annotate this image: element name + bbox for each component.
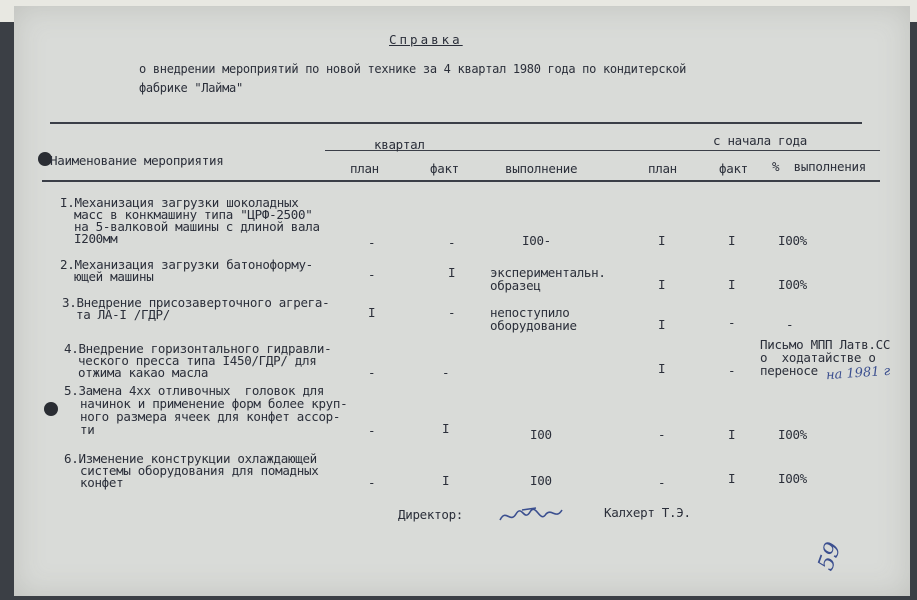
document-subtitle-line1: о внедрении мероприятий по новой технике за 4 квартал 1980 года по кондитерской (139, 62, 687, 76)
row-name-line: ного размера ячеек для конфет ассор- (80, 409, 341, 424)
row-name-line: ческого пресса типа I450/ГДР/ для (78, 353, 317, 368)
cell-fact-year: I (728, 233, 736, 248)
cell-fact-year: - (728, 315, 736, 330)
cell-exec: I00 (530, 473, 552, 488)
cell-fact: - (442, 365, 450, 380)
cell-plan-year: I (658, 277, 666, 292)
cell-plan-year: I (658, 361, 666, 376)
cell-plan: - (368, 423, 376, 438)
cell-fact-year: - (728, 363, 736, 378)
cell-plan: - (368, 365, 376, 380)
cell-plan-year: I (658, 317, 666, 332)
cell-plan-year: - (658, 475, 666, 490)
row-name-line: на 5-валковой машины с длиной вала (74, 219, 320, 234)
cell-fact: I (442, 473, 450, 488)
column-header-fact: факт (430, 161, 459, 176)
column-header-name: Наименование мероприятия (50, 153, 224, 168)
cell-percent: Письмо МПП Латв.СС о ходатайстве о переносе (760, 337, 891, 378)
group-header-quarter: квартал (374, 137, 425, 152)
row-name-line: начинок и применение форм более круп- (80, 396, 348, 411)
cell-fact-year: I (728, 471, 736, 486)
cell-percent: I00% (778, 233, 807, 248)
cell-exec: I00- (522, 233, 551, 248)
cell-fact: - (448, 235, 456, 250)
punch-hole-bottom (44, 402, 58, 416)
column-header-plan: план (350, 161, 379, 176)
director-signature (496, 502, 568, 528)
cell-exec: непоступило оборудование (490, 305, 577, 333)
cell-percent: I00% (778, 277, 807, 292)
column-header-percent: % выполнения (772, 159, 866, 174)
cell-percent: I00% (778, 471, 807, 486)
column-header-fact-year: факт (719, 161, 748, 176)
director-name: Калхерт Т.Э. (604, 505, 691, 520)
row-name-line: масс в конкмашину типа "ЦРФ-2500" (74, 207, 313, 222)
cell-plan: - (368, 475, 376, 490)
handwritten-page-number: 59 (813, 539, 847, 574)
table-top-rule (50, 122, 862, 124)
row-name-line: 3.Внедрение присозаверточного агрега- (62, 295, 330, 310)
table-header-rule (42, 180, 880, 182)
cell-plan: - (368, 267, 376, 282)
handwritten-note: на 1981 г (825, 363, 891, 384)
row-name-line: 5.Замена 4хх отливочных головок для (64, 383, 325, 398)
cell-exec: I00 (530, 427, 552, 442)
group-header-year: с начала года (713, 133, 807, 148)
row-name-line: 6.Изменение конструкции охлаждающей (64, 451, 317, 466)
row-name-line: отжима какао масла (78, 365, 209, 380)
cell-plan: I (368, 305, 376, 320)
cell-plan-year: - (658, 427, 666, 442)
row-name-line: ющей машины (74, 269, 154, 284)
cell-plan-year: I (658, 233, 666, 248)
cell-percent: I00% (778, 427, 807, 442)
cell-fact: - (448, 305, 456, 320)
cell-fact: I (448, 265, 456, 280)
cell-fact: I (442, 421, 450, 436)
row-name-line: 2.Механизация загрузки батоноформу- (60, 257, 313, 272)
row-name-line: системы оборудования для помадных (80, 463, 319, 478)
cell-exec: экспериментальн. образец (490, 265, 606, 293)
row-name-line: ти (80, 422, 95, 437)
cell-plan: - (368, 235, 376, 250)
row-name-line: I.Механизация загрузки шоколадных (60, 195, 299, 210)
row-name-line: I200мм (74, 231, 118, 246)
document-subtitle-line2: фабрике "Лайма" (139, 81, 243, 95)
row-name-line: та ЛА-I /ГДР/ (76, 307, 170, 322)
director-label: Директор: (398, 507, 464, 522)
cell-fact-year: I (728, 427, 736, 442)
cell-fact-year: I (728, 277, 736, 292)
document-title: Справка (389, 32, 463, 47)
column-header-execution: выполнение (505, 161, 578, 176)
cell-percent: - (786, 317, 794, 332)
row-name-line: 4.Внедрение горизонтального гидравли- (64, 341, 332, 356)
column-header-plan-year: план (648, 161, 677, 176)
row-name-line: конфет (80, 475, 124, 490)
